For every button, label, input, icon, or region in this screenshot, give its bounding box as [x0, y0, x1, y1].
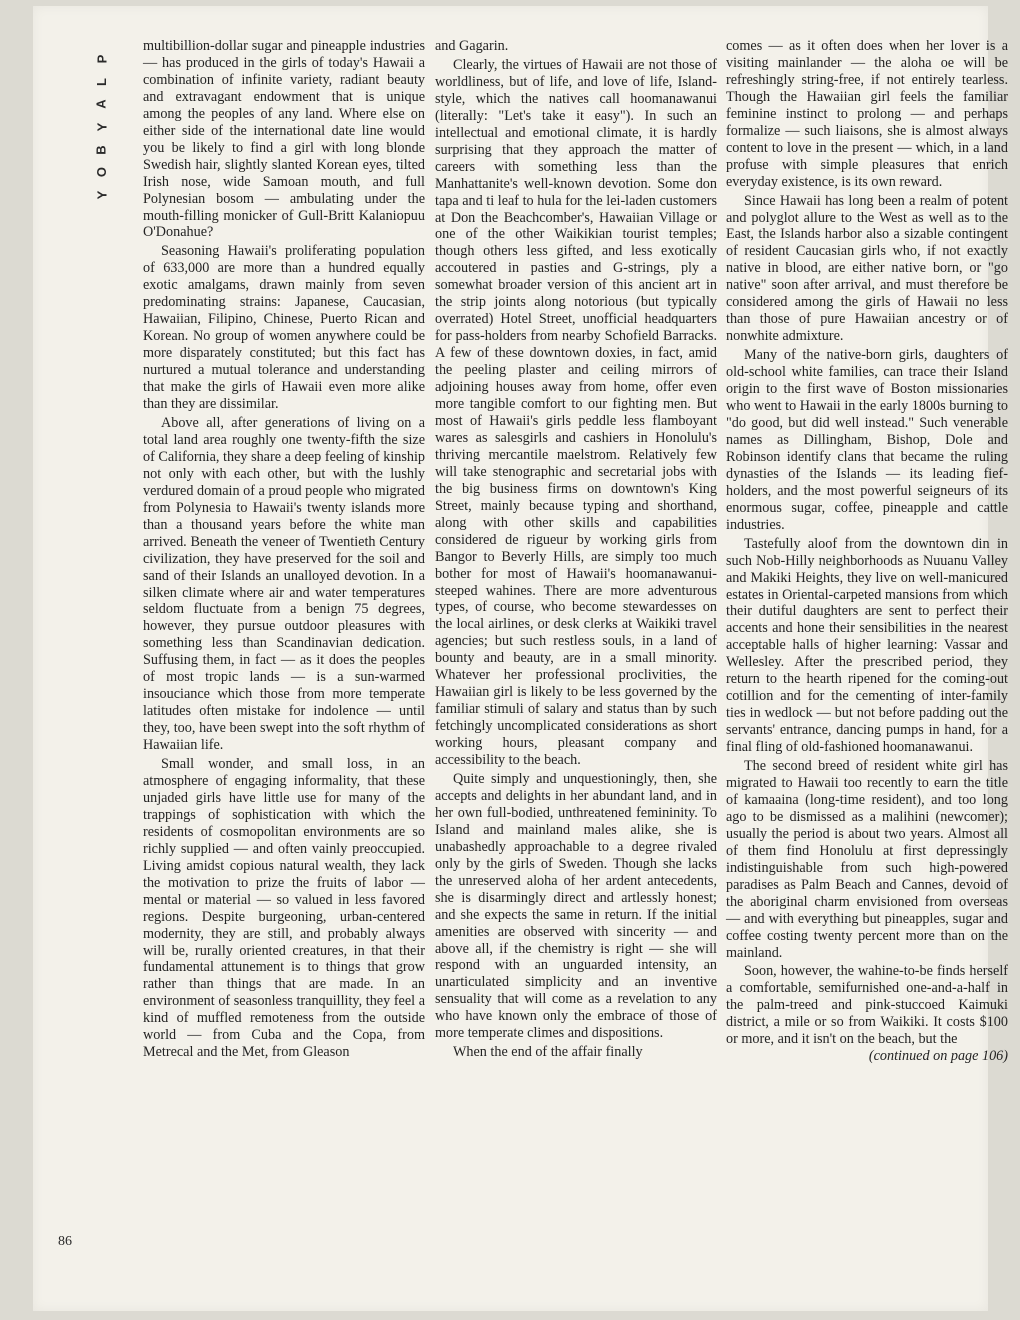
article-column-1 — [143, 38, 425, 1061]
paragraph: multibillion-dollar sugar and pineapple industries — has produced in the girls of today's Hawaii a combination of infinite variety, radiant beauty and extravagant endowment that is unique among the peoples of any land. Where else on either side of the international date line would you be likely to find a girl with long blonde Swedish hair, slightly slanted Korean eyes, tilted Irish nose, wide Samoan mouth, and full Polynesian bosom — ambulating under the mouth-filling monicker of Gull-Britt Kalaniopuu O'Donahue? — [143, 38, 425, 241]
playboy-logo — [87, 52, 117, 202]
logo-letter: P — [93, 54, 109, 64]
paragraph: Seasoning Hawaii's proliferating population of 633,000 are more than a hundred equally exotic amalgams, drawn mainly from seven predominating strains: Japanese, Caucasian, Hawaiian, Filipino, Chinese, Puerto Rican and Korean. No group of women anywhere could be more disparately constituted; but this fact has nurtured a mutual tolerance and understanding that make the girls of Hawaii even more alike than they are dissimilar. — [143, 243, 425, 413]
article-column-2 — [435, 38, 717, 1061]
magazine-page — [33, 6, 1008, 1311]
logo-letter: Y — [93, 122, 109, 132]
continued-note: (continued on page 106) — [868, 1048, 1008, 1065]
paragraph: comes — as it often does when her lover is a visiting mainlander — the aloha oe will be refreshingly string-free, if not entirely tearless. Though the Hawaiian girl feels the familiar feminine instinct to prolong — and perhaps formalize — such liaisons, she is almost always content to love in the present — which, in a land profuse with simple pleasures that enrich everyday existence, is its own reward. — [726, 38, 1008, 190]
page-number: 86 — [58, 1234, 72, 1249]
logo-letter: L — [93, 77, 109, 86]
paragraph: Since Hawaii has long been a realm of potent and polyglot allure to the West as well as to the East, the Islands harbor also a sizable contingent of resident Caucasian girls who, if not exactly native in blood, are either native born, or "go native" soon after arrival, and must therefore be considered among the girls of Hawaii no less than those of pure Hawaiian ancestry or of nonwhite admixture. — [726, 192, 1008, 345]
paragraph: Tastefully aloof from the downtown din in such Nob-Hilly neighborhoods as Nuuanu Valley and Makiki Heights, they live on well-manicured estates in Oriental-carpeted mansions from which their dutiful daughters are sent to perfect their accents and hone their sensibilities in the nearest acceptable halls of higher learning: Vassar and Wellesley. After the prescribed period, they return to the hearth ripened for the coming-out cotillion and for the cementing of inter-family ties in wedlock — but not before padding out the servants' entrance, dancing pumps in hand, for a final fling of old-fashioned hoomanawanui. — [726, 535, 1008, 756]
paragraph: Many of the native-born girls, daughters of old-school white families, can trace their Island origin to the first wave of Boston missionaries who went to Hawaii in the early 1800s burning to "do good, but did well instead." Such venerable names as Dillingham, Bishop, Dole and Robinson identify clans that became the ruling dynasties of the Islands — its leading fief-holders, and the most powerful seigneurs of its enormous sugar, coffee, pineapple and cattle industries. — [726, 347, 1008, 533]
paragraph: and Gagarin. — [435, 38, 509, 54]
logo-letter: A — [93, 99, 109, 110]
paragraph: Above all, after generations of living on a total land area roughly one twenty-fifth the size of California, they share a deep feeling of kinship not only with each other, but with the lushly verdured domain of a proud people who migrated from Polynesia to Hawaii's twenty islands more than a thousand years before the white man arrived. Beneath the veneer of Twentieth Century civilization, they have preserved for the soil and sand of their Islands an unalloyed devotion. In a silken climate where air and water temperatures seldom fluctuate from a benign 75 degrees, however, they pursue outdoor pleasures with something less than Scandinavian dedication. Suffusing them, in fact — as it does the peoples of most tropic lands — is a sun-warmed insouciance which those from more temperate latitudes often mistake for indolence — until they, too, have been swept into the soft rhythm of Hawaiian life. — [143, 414, 425, 754]
paragraph: When the end of the affair finally — [453, 1044, 643, 1061]
article-column-3 — [726, 38, 1008, 1065]
paragraph: The second breed of resident white girl has migrated to Hawaii too recently to earn the title of kamaaina (long-time resident), and too long ago to be dismissed as a malihini (newcomer); usually the period is about two years. Almost all of them find Honolulu at first depressingly indistinguishable from such high-powered paradises as Palm Beach and Cannes, devoid of the aboriginal charm envisioned from overseas — and with everything but pineapples, sugar and coffee costing twenty percent more than on the mainland. — [726, 758, 1008, 961]
logo-letter: B — [93, 144, 109, 155]
paragraph: Clearly, the virtues of Hawaii are not those of worldliness, but of life, and love of life, Island-style, which the natives call hoomanawanui (literally: "Let's take it easy"). In such an intellectual and emotional climate, it is hardly surprising that they approach the matter of careers with something less than the Manhattanite's well-known devotion. Some don tapa and ti leaf to hula for the lei-laden customers at Don the Beachcomber's, Hawaiian Village or one of the other Waikikian tourist temples; though others less gifted, and less exotically accoutered in pasties and G-strings, ply a somewhat broader version of this ancient art in the strip joints along notorious (but typically overrated) Hotel Street, unofficial headquarters for pass-holders from nearby Schofield Barracks. A few of these downtown doxies, in fact, amid the peeling plaster and ceiling mirrors of adjoining houses away from home, offer even more tangible comfort to our fighting men. But most of Hawaii's girls peddle less flamboyant wares as salesgirls and cashiers in Honolulu's thriving mercantile maelstrom. Relatively few will take stenographic and secretarial jobs with the big business firms on downtown's King Street, mainly because typing and shorthand, along with other skills and capabilities considered de rigueur by working girls from Bangor to Beverly Hills, are simply too much bother for most of Hawaii's hoomanawanui-steeped wahines. There are more adventurous types, of course, who become stewardesses on the local airlines, or desk clerks at Waikiki travel agencies; but such restless souls, in a land of bounty and beauty, are in a small minority. Whatever her professional proclivities, the Hawaiian girl is likely to be less governed by the familiar stimuli of salary and status than by such fetchingly uncomplicated considerations as short working hours, pleasant company and accessibility to the beach. — [435, 56, 717, 769]
paragraph: Quite simply and unquestioningly, then, she accepts and delights in her abundant land, and in her own full-bodied, unthreatened femininity. To Island and mainland males alike, she is unabashedly approachable to a degree rivaled only by the girls of Sweden. Though she lacks the unreserved aloha of her ardent antecedents, she is disarmingly direct and artlessly honest; and she expects the same in return. If the initial amenities are observed with sincerity — and above all, if the chemistry is right — she will respond with an unguarded intensity, an unarticulated simplicity and an inventive sensuality that will come as a revelation to any who have known only the embrace of those of more temperate climes and dispositions. — [435, 770, 717, 1042]
paragraph: Soon, however, the wahine-to-be finds herself a comfortable, semifurnished one-and-a-half in the palm-treed and pink-stuccoed Kaimuki district, a mile or so from Waikiki. It costs $100 or more, and it isn't on the beach, but the — [726, 963, 1008, 1048]
logo-letter: Y — [93, 190, 109, 200]
paragraph: Small wonder, and small loss, in an atmosphere of engaging informality, that these unjaded girls have little use for many of the trappings of sophistication with which the residents of cosmopolitan environments are so richly supplied — and often vainly preoccupied. Living amidst copious natural wealth, they lack the motivation to prize the fruits of labor — mental or material — so valued in less favored regions. Despite burgeoning, urban-centered modernity, they are still, and probably always will be, rurally oriented creatures, in that their fundamental attunement is to things that grow rather than things that are made. In an environment of seasonless tranquillity, they feel a kind of muffled remoteness from the outside world — from Cuba and the Copa, from Metrecal and the Met, from Gleason — [143, 756, 425, 1061]
logo-letter: O — [94, 167, 109, 178]
